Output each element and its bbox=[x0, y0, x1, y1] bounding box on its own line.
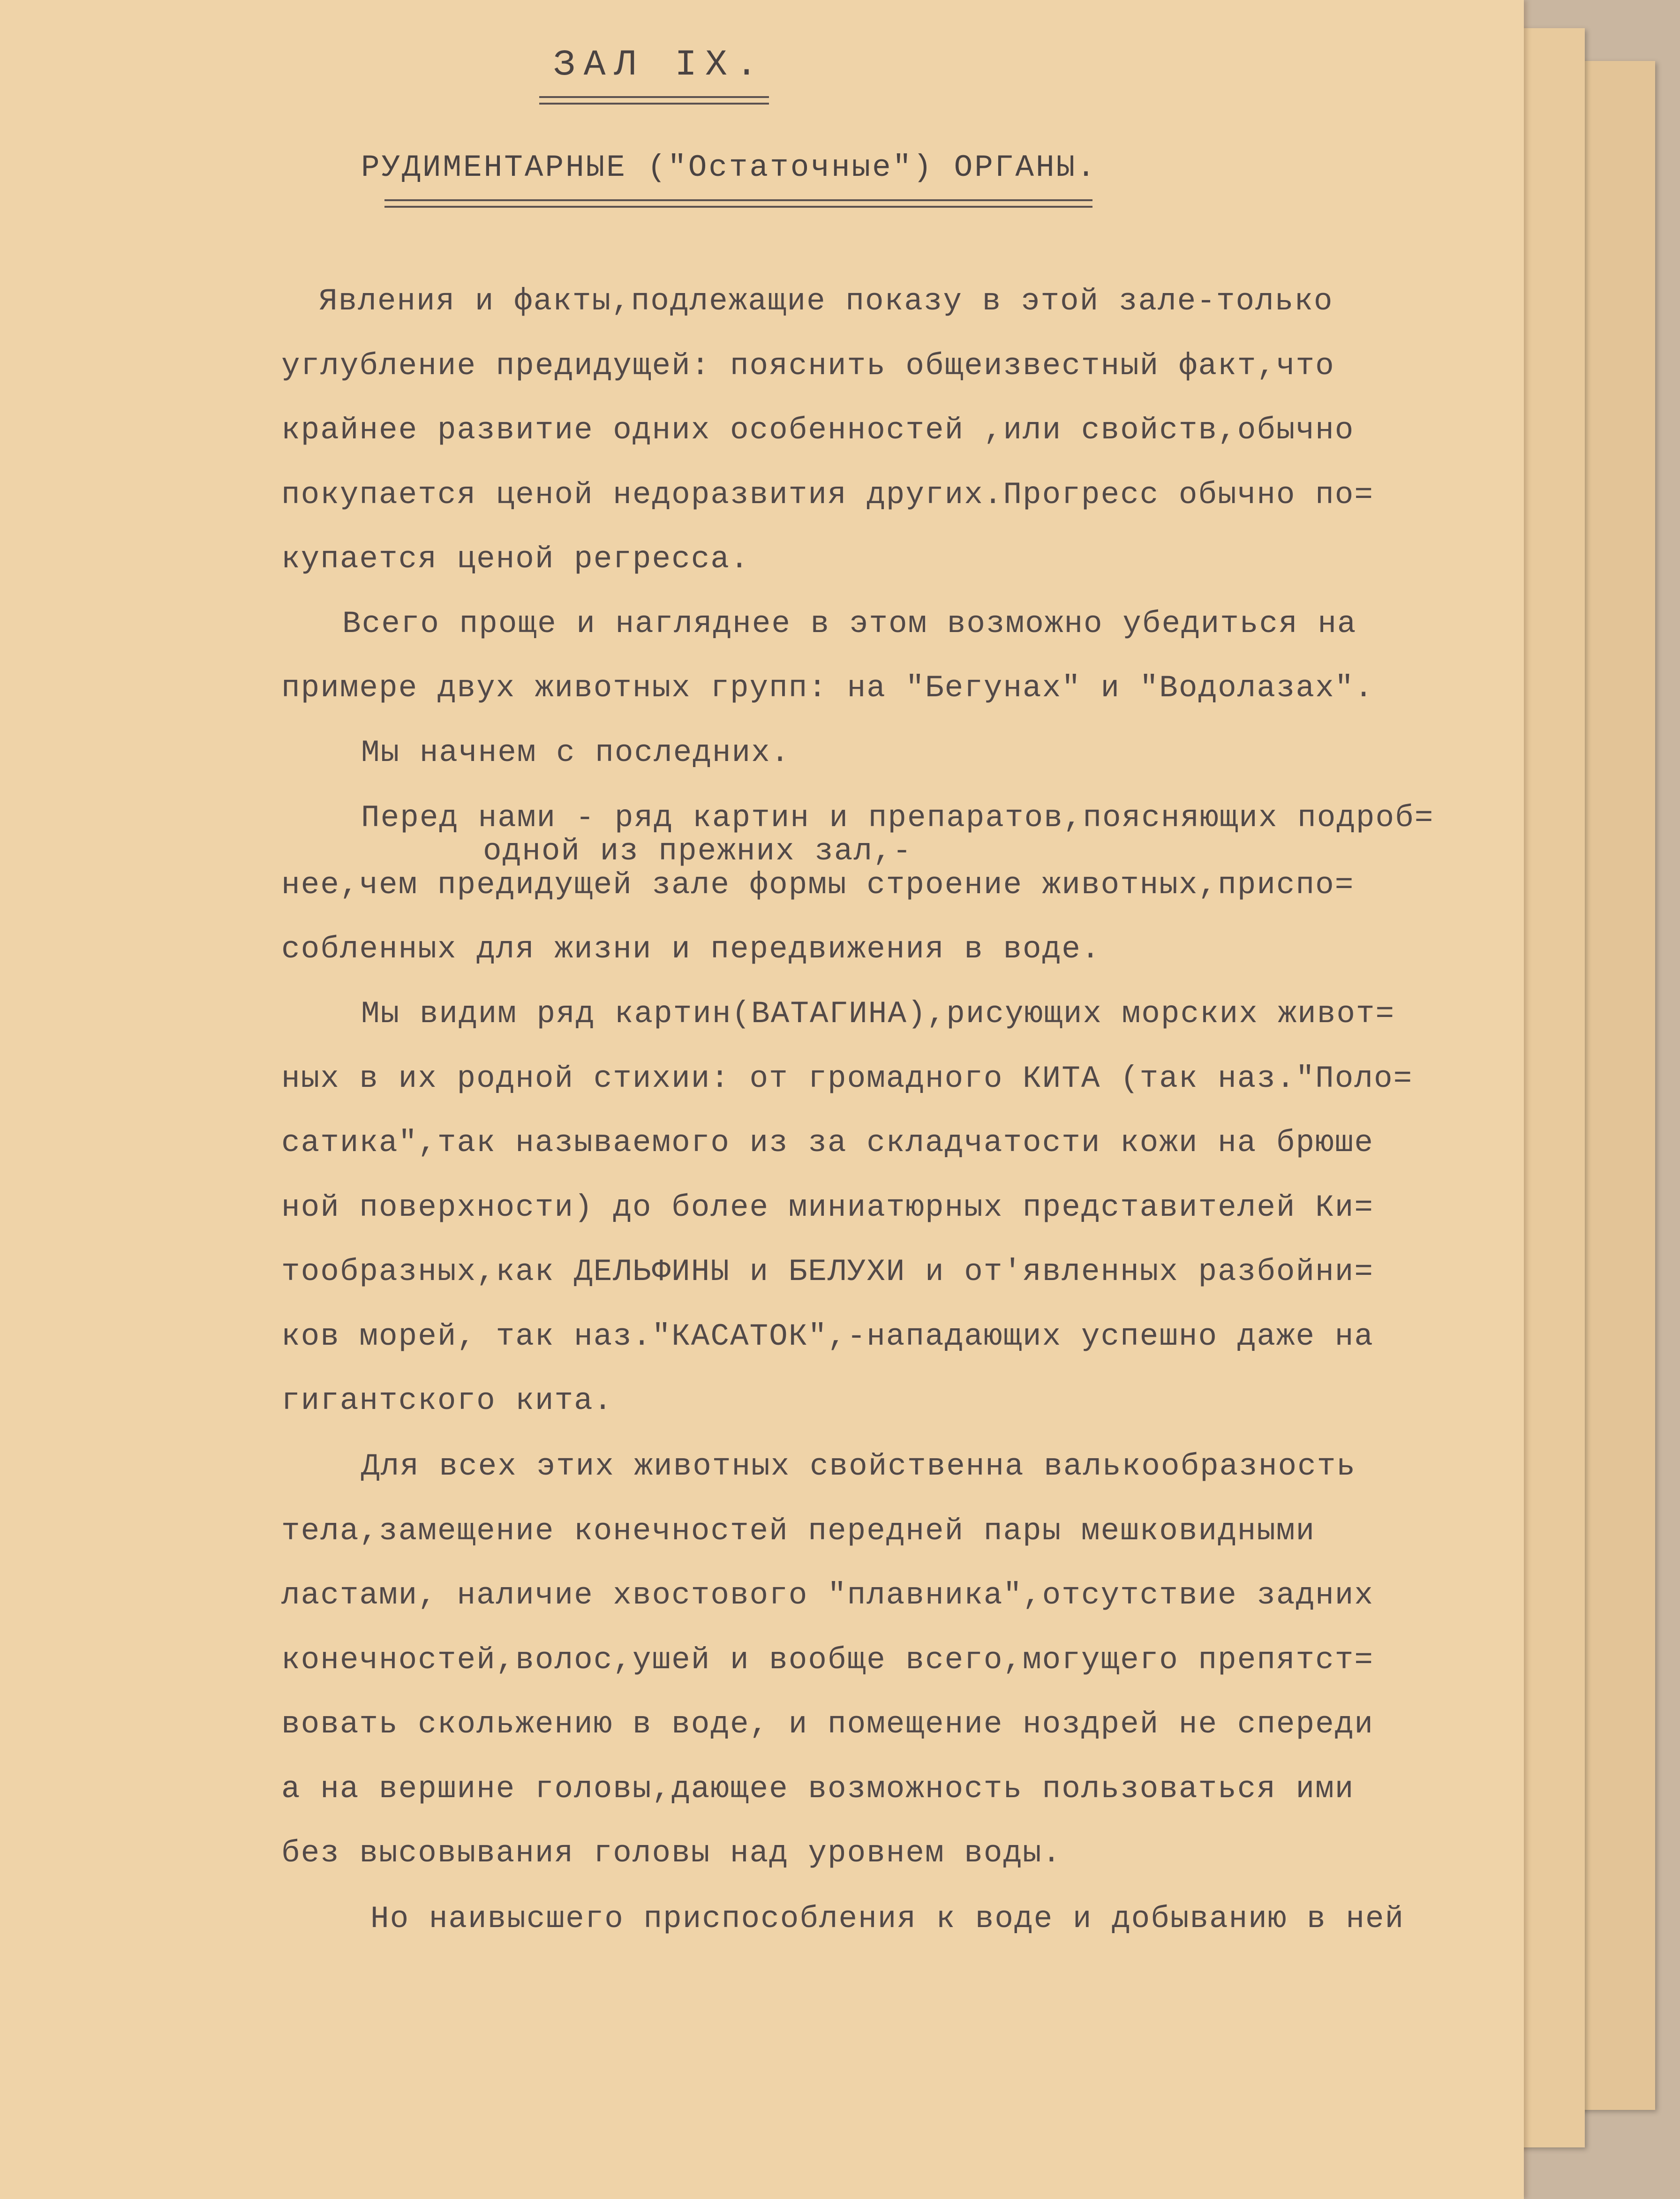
text-line: Но наивысшего приспособления к воде и добыванию в ней bbox=[370, 1901, 1405, 1936]
text-line: ной поверхности) до более миниатюрных представителей Ки= bbox=[281, 1190, 1374, 1225]
text-line-insertion: одной из прежних зал,- bbox=[483, 834, 912, 869]
text-line: тела,замещение конечностей передней пары мешковидными bbox=[281, 1514, 1316, 1549]
text-line: Перед нами - ряд картин и препаратов,поясняющих подроб= bbox=[361, 800, 1434, 836]
text-line: Мы видим ряд картин(ВАТАГИНА),рисующих морских живот= bbox=[361, 996, 1395, 1032]
text-line: углубление предидущей: пояснить общеизвестный факт,что bbox=[281, 348, 1335, 384]
text-line: покупается ценой недоразвития других.Прогресс обычно по= bbox=[281, 477, 1374, 512]
text-line: ных в их родной стихии: от громадного КИТА (так наз."Поло= bbox=[281, 1061, 1413, 1096]
text-line: Всего проще и нагляднее в этом возможно убедиться на bbox=[342, 606, 1357, 641]
text-line: ластами, наличие хвостового "плавника",отсутствие задних bbox=[281, 1578, 1374, 1613]
text-line: вовать скольжению в воде, и помещение ноздрей не спереди bbox=[281, 1707, 1374, 1742]
text-line: собленных для жизни и передвижения в воде. bbox=[281, 932, 1101, 967]
subtitle-underline bbox=[384, 199, 1092, 208]
text-line: а на вершине головы,дающее возможность пользоваться ими bbox=[281, 1771, 1355, 1807]
text-line: без высовывания головы над уровнем воды. bbox=[281, 1836, 1062, 1871]
text-line: сатика",так называемого из за складчатости кожи на брюшe bbox=[281, 1125, 1374, 1160]
page-title: ЗАЛ IX. bbox=[553, 45, 766, 86]
text-line: Явления и факты,подлежащие показу в этой зале-только bbox=[319, 284, 1333, 319]
text-line: тообразных,как ДЕЛЬФИНЫ и БЕЛУХИ и от'явленных разбойни= bbox=[281, 1254, 1374, 1289]
text-line: ков морей, так наз."КАСАТОК",-нападающих успешно даже на bbox=[281, 1319, 1374, 1354]
text-line: гигантского кита. bbox=[281, 1383, 613, 1418]
text-line: крайнее развитие одних особенностей ,или свойств,обычно bbox=[281, 413, 1355, 448]
page-subtitle: РУДИМЕНТАРНЫЕ ("Остаточные") ОРГАНЫ. bbox=[361, 150, 1097, 185]
text-line: Для всех этих животных свойственна валькообразность bbox=[361, 1449, 1356, 1484]
text-line: купается ценой регресса. bbox=[281, 542, 750, 577]
text-line: нее,чем предидущей зале формы строение животных,приспо= bbox=[281, 867, 1355, 903]
title-underline bbox=[539, 96, 769, 105]
text-line: примере двух животных групп: на "Бегунах" и "Водолазах". bbox=[281, 670, 1374, 706]
text-line: конечностей,волос,ушей и вообще всего,могущего препятст= bbox=[281, 1642, 1374, 1678]
text-line: Мы начнем с последних. bbox=[361, 735, 791, 770]
